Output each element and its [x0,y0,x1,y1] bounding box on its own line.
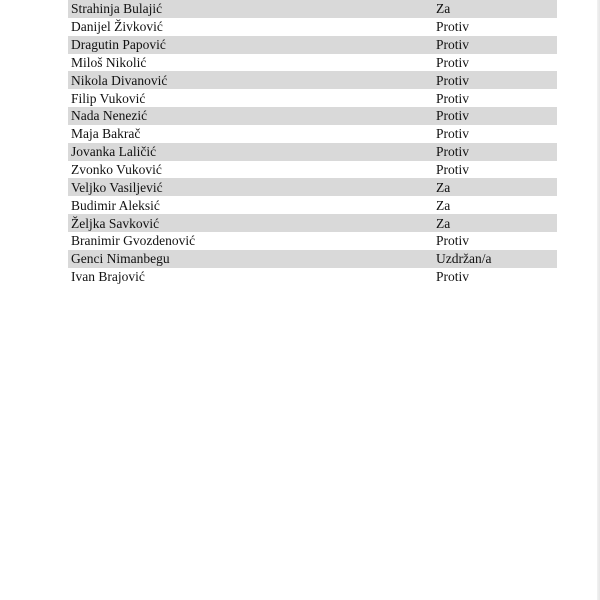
member-name: Strahinja Bulajić [71,1,163,17]
member-vote: Protiv [436,37,470,53]
member-name: Filip Vuković [71,90,146,106]
vote-table [68,0,557,286]
member-name: Branimir Gvozdenović [71,233,196,249]
member-vote: Protiv [436,54,470,70]
table-row [68,268,557,286]
table-row [68,107,557,125]
member-vote: Protiv [436,72,470,88]
member-vote: Protiv [436,90,470,106]
member-name: Danijel Živković [71,19,163,35]
table-row [68,36,557,54]
member-name: Nada Nenezić [71,108,148,124]
member-name: Željka Savković [71,215,160,231]
member-name: Maja Bakrač [71,126,141,142]
member-name: Miloš Nikolić [71,54,147,70]
member-vote: Za [436,179,451,195]
member-name: Nikola Divanović [71,72,168,88]
table-row [68,71,557,89]
member-vote: Protiv [436,108,470,124]
member-vote: Za [436,197,451,213]
table-row [68,0,557,18]
member-name: Zvonko Vuković [71,162,162,178]
table-row [68,196,557,214]
table-row [68,54,557,72]
member-vote: Za [436,215,451,231]
member-name: Dragutin Papović [71,37,166,53]
table-row [68,214,557,232]
member-name: Jovanka Laličić [71,144,157,160]
table-row [68,89,557,107]
table-row [68,161,557,179]
member-name: Ivan Brajović [71,269,145,285]
table-row [68,232,557,250]
table-row [68,250,557,268]
table-row [68,178,557,196]
member-name: Budimir Aleksić [71,197,160,213]
table-row [68,18,557,36]
table-row [68,143,557,161]
table-row [68,125,557,143]
member-name: Genci Nimanbegu [71,251,170,267]
member-vote: Protiv [436,233,470,249]
member-vote: Protiv [436,269,470,285]
member-vote: Protiv [436,126,470,142]
member-vote: Protiv [436,162,470,178]
member-name: Veljko Vasiljević [71,179,163,195]
member-vote: Za [436,1,451,17]
member-vote: Uzdržan/a [436,251,492,267]
member-vote: Protiv [436,19,470,35]
member-vote: Protiv [436,144,470,160]
